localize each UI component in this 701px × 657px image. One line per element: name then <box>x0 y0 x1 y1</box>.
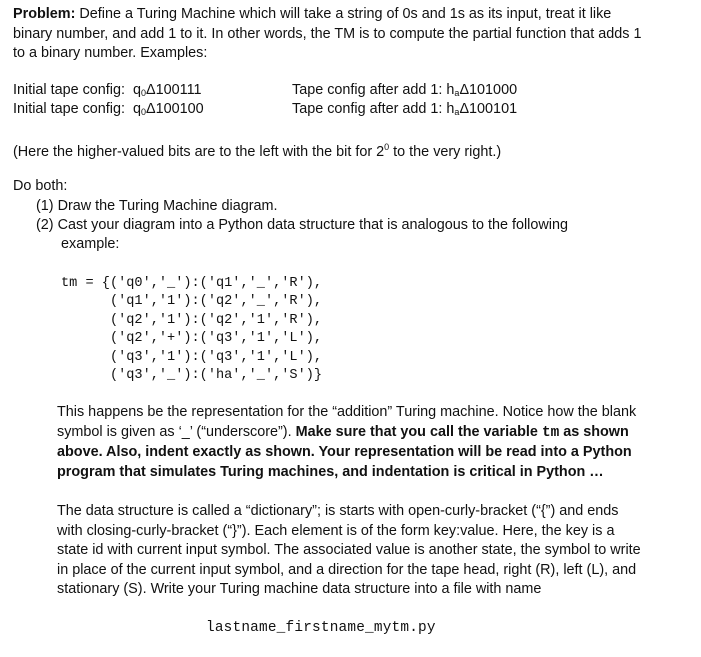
example-initial-config: Initial tape config: $q_0\Delta 100100$ <box>13 101 204 117</box>
task-item-2-continued: example: <box>61 236 120 252</box>
example-result-config: Tape config after add 1: $h_a\Delta 101000$ <box>292 82 518 98</box>
problem-statement <box>13 5 643 64</box>
task-item-1: (1) Draw the Turing Machine diagram. <box>36 198 278 214</box>
code-line: ('q2','+'):('q3','1','L'), <box>61 331 323 347</box>
code-line: ('q3','_'):('ha','_','S')} <box>61 368 323 384</box>
dictionary-paragraph: The data structure is called a “dictionary”; is starts with open-curly-bracket (“{”) and ends with closing-curly-bracket (“}”). Each element is of the form key:value. Here, the key is a state id with current input symbol. The associated value is another state, the symbol to write in place of the current input symbol, and a direction for the tape head, right (R), left (L), and stationary (S). Write your Turing machine data structure into a file with name <box>57 503 641 597</box>
code-line: ('q1','1'):('q2','_','R'), <box>61 294 323 310</box>
task-item-2: (2) Cast your diagram into a Python data structure that is analogous to the following <box>36 217 568 233</box>
output-filename: lastname_firstname_mytm.py <box>206 620 436 636</box>
example-initial-config: Initial tape config: $q_0\Delta 100111$ <box>13 82 202 98</box>
bit-order-note: (Here the higher-valued bits are to the left with the bit for $2^0$ to the very right.) <box>13 142 502 160</box>
code-example <box>61 275 322 385</box>
problem-intro: Define a Turing Machine which will take a string of 0s and 1s as its input, treat it like binary number, and add 1 to it. In other words, the TM is to compute the partial function that adds 1 to a binary number. Examples: <box>13 6 642 61</box>
instruction-paragraph: This happens be the representation for the “addition” Turing machine. Notice how the blank symbol is given as ‘_’ (“underscore”). Make sure that you call the variable tm as shown above. Also, indent exactly as shown. Your representation will be read into a Python program that simulates Turing machines, and indentation is critical in Python … <box>57 404 637 480</box>
example-result-config: Tape config after add 1: $h_a\Delta 100101$ <box>292 101 518 117</box>
code-line: tm = {('q0','_'):('q1','_','R'), <box>61 276 323 291</box>
do-both-heading: Do both: <box>13 178 68 194</box>
problem-label: Problem: <box>13 6 76 22</box>
code-line: ('q3','1'):('q3','1','L'), <box>61 349 323 365</box>
code-line: ('q2','1'):('q2','1','R'), <box>61 312 323 328</box>
variable-name: tm <box>541 424 560 441</box>
